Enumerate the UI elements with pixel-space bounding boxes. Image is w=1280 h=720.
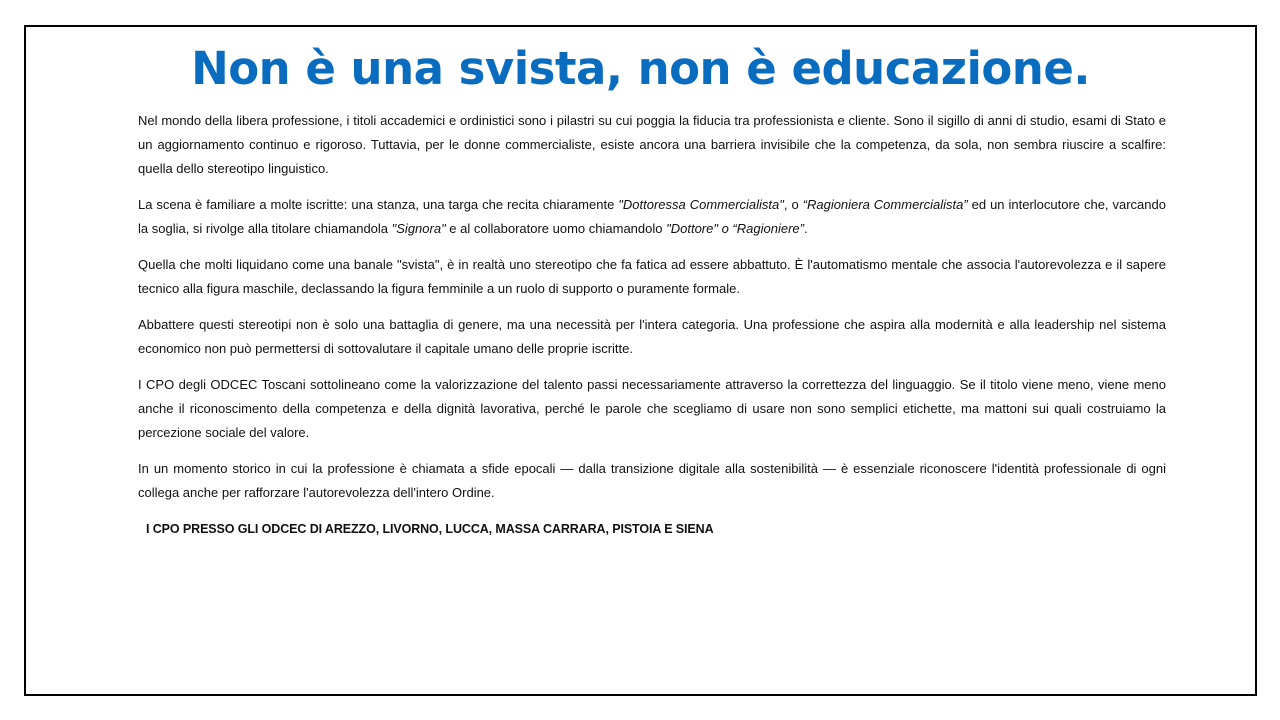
quote-dottore-ragioniere: "Dottore" o “Ragioniere” (666, 221, 804, 236)
paragraph-text: In un momento storico in cui la professione è chiamata a sfide epocali — dalla transizione digitale alla sostenibilità — è essenziale riconoscere l'identità professionale di ogni collega anche per rafforzare l'autorevolezza dell'intero Ordine. (138, 461, 1166, 500)
document-title: Non è una svista, non è educazione. (191, 42, 1090, 95)
signature: I CPO PRESSO GLI ODCEC DI AREZZO, LIVORNO, LUCCA, MASSA CARRARA, PISTOIA E SIENA (146, 522, 714, 536)
paragraph-text: ed un interlocutore che, varcando la soglia, si rivolge alla titolare chiamandola (138, 197, 1166, 236)
paragraph-4 (138, 313, 1166, 361)
paragraph-text: I CPO degli ODCEC Toscani sottolineano come la valorizzazione del talento passi necessariamente attraverso la correttezza del linguaggio. Se il titolo viene meno, viene meno anche il riconoscimento della competenza e della dignità lavorativa, perché le parole che scegliamo di usare non sono semplici etichette, ma mattoni sui quali costruiamo la percezione sociale del valore. (138, 377, 1166, 440)
paragraph-6 (138, 457, 1166, 505)
quote-dottoressa: "Dottoressa Commercialista" (618, 197, 784, 212)
document-frame (24, 25, 1257, 696)
paragraph-text: La scena è familiare a molte iscritte: una stanza, una targa che recita chiaramente (138, 197, 619, 212)
paragraph-text: Nel mondo della libera professione, i titoli accademici e ordinistici sono i pilastri su cui poggia la fiducia tra professionista e cliente. Sono il sigillo di anni di studio, esami di Stato e un aggiornamento continuo e rigoroso. Tuttavia, per le donne commercialiste, esiste ancora una barriera invisibile che la competenza, da sola, non sembra riuscire a scalfire: quella dello stereotipo linguistico. (138, 113, 1166, 176)
paragraph-3 (138, 253, 1166, 301)
quote-ragioniera: “Ragioniera Commercialista” (802, 197, 968, 212)
quote-signora: "Signora" (391, 221, 446, 236)
paragraph-1 (138, 109, 1166, 181)
paragraph-text: e al collaboratore uomo chiamandolo (445, 221, 667, 236)
paragraph-2 (138, 193, 1166, 241)
paragraph-5 (138, 373, 1166, 445)
paragraph-text: Abbattere questi stereotipi non è solo una battaglia di genere, ma una necessità per l'intera categoria. Una professione che aspira alla modernità e alla leadership nel sistema economico non può permettersi di sottovalutare il capitale umano delle proprie iscritte. (138, 317, 1166, 356)
paragraph-text: . (803, 221, 808, 236)
paragraph-text: Quella che molti liquidano come una banale "svista", è in realtà uno stereotipo che fa fatica ad essere abbattuto. È l'automatismo mentale che associa l'autorevolezza e il sapere tecnico alla figura maschile, declassando la figura femminile a un ruolo di supporto o puramente formale. (138, 257, 1166, 296)
document-body (138, 109, 1166, 539)
paragraph-text: , o (783, 197, 803, 212)
